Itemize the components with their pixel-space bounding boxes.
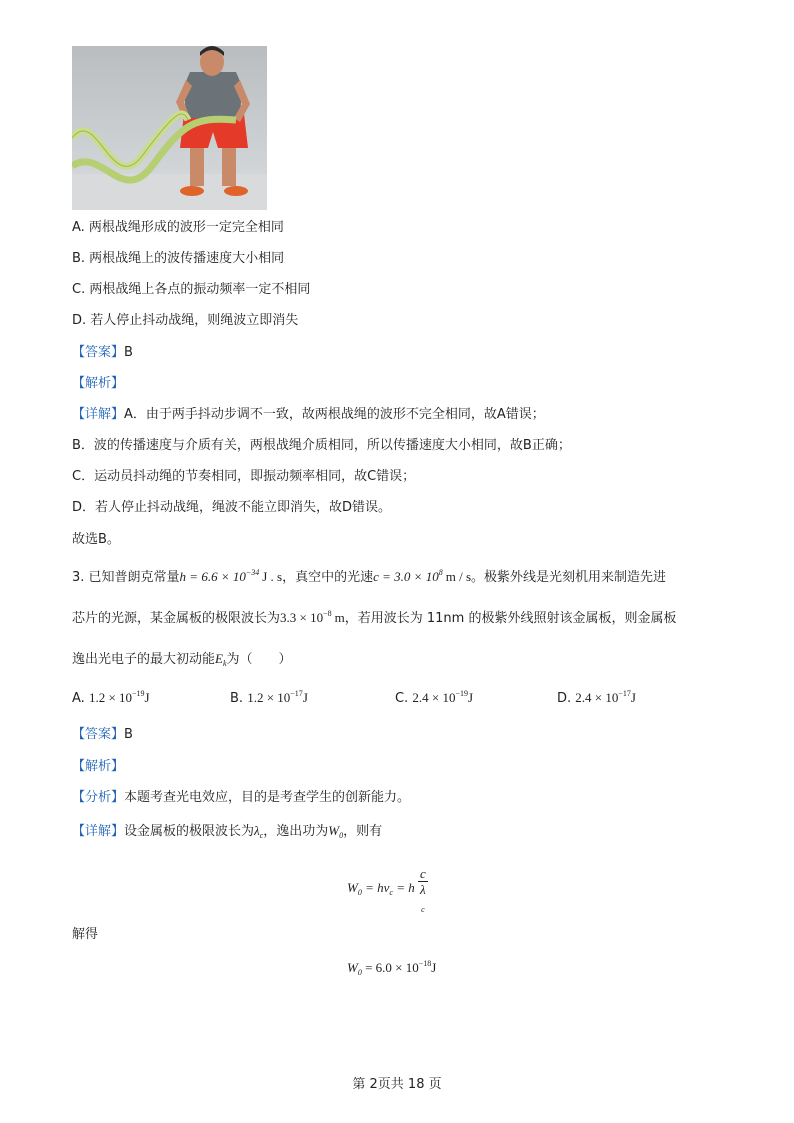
lambda-c-symbol: $\lambda_c$ [254, 823, 264, 840]
stem-text: ，若用波长为 11nm 的极紫外线照射该金属板，则金属板 [344, 611, 677, 626]
stem-text: 。极紫外线是光刻机用来制造先进 [471, 570, 667, 585]
q3-stem-line2 [72, 609, 676, 628]
analysis-tag: 【解析】 [72, 759, 125, 774]
answer-value: B [124, 727, 133, 742]
q2-detail-a [72, 406, 545, 424]
q2-analysis-heading [72, 375, 124, 393]
fenxi-text: 本题考查光电效应，目的是考查学生的创新能力。 [124, 790, 411, 805]
planck-unit: J . s [262, 569, 283, 584]
q2-conclusion: 故选B。 [72, 532, 120, 547]
planck-constant: $h = 6.6 \times 10^{-34}$ [179, 568, 260, 584]
q3-detail [72, 822, 382, 841]
analysis-tag: 【解析】 [72, 376, 125, 391]
stem-text: 为（ ） [226, 652, 292, 667]
stem-text: 3. 已知普朗克常量 [72, 570, 180, 585]
athlete-with-ropes-illustration [72, 46, 267, 210]
q3-solve-label: 解得 [72, 927, 99, 942]
q2-detail-d: D．若人停止抖动战绳，绳波不能立即消失，故D错误。 [72, 500, 392, 515]
q2-option-d: D. 若人停止抖动战绳，则绳波立即消失 [72, 313, 299, 328]
q3-option-b: B. $1.2 \times 10^{-17}J$ [230, 689, 308, 706]
limit-wavelength-unit: m [334, 610, 345, 625]
detail-text: ，逸出功为 [263, 824, 329, 839]
fenxi-tag: 【分析】 [72, 790, 125, 805]
equation-work-function: $W_0 = h\nu_c = h$ c λ $_c$ [347, 866, 426, 914]
detail-text: 设金属板的极限波长为 [124, 824, 255, 839]
q3-analysis-heading [72, 758, 124, 776]
detail-tag: 【详解】 [72, 407, 125, 422]
answer-tag: 【答案】 [72, 727, 125, 742]
q3-option-d: D. $2.4 \times 10^{-17}J$ [557, 689, 636, 706]
detail-a-text: A．由于两手抖动步调不一致，故两根战绳的波形不完全相同，故A错误； [124, 407, 545, 422]
q3-fenxi [72, 789, 410, 807]
light-speed-unit: m / s [445, 569, 472, 584]
battle-rope-photo [72, 46, 267, 210]
q2-option-c: C. 两根战绳上各点的振动频率一定不相同 [72, 282, 311, 297]
q3-option-a: A. $1.2 \times 10^{-19}J$ [72, 689, 150, 706]
stem-text: 逸出光电子的最大初动能 [72, 652, 216, 667]
answer-tag: 【答案】 [72, 345, 125, 360]
answer-value: B [124, 345, 133, 360]
detail-text: ，则有 [343, 824, 383, 839]
detail-tag: 【详解】 [72, 824, 125, 839]
q2-option-b: B. 两根战绳上的波传播速度大小相同 [72, 251, 285, 266]
equation-result: $W_0 = 6.0 \times 10^{-18}J$ [347, 959, 437, 977]
light-speed: $c = 3.0 \times 10^8$ [373, 568, 443, 584]
work-function-symbol: $W_0$ [328, 823, 344, 840]
q3-answer [72, 726, 133, 744]
limit-wavelength: $3.3 \times 10^{-8}$ [280, 609, 332, 625]
fraction: c λ $_c$ [419, 866, 426, 914]
kinetic-energy-symbol: $E_k$ [215, 651, 227, 668]
q2-answer [72, 344, 133, 362]
q3-stem-line1 [72, 568, 666, 587]
q2-option-a: A. 两根战绳形成的波形一定完全相同 [72, 220, 284, 235]
stem-text: ，真空中的光速 [282, 570, 374, 585]
q3-stem-line3 [72, 650, 292, 669]
q3-option-c: C. $2.4 \times 10^{-19}J$ [395, 689, 474, 706]
q2-detail-b: B．波的传播速度与介质有关，两根战绳介质相同，所以传播速度大小相同，故B正确； [72, 438, 571, 453]
stem-text: 芯片的光源，某金属板的极限波长为 [72, 611, 281, 626]
q2-detail-c: C．运动员抖动绳的节奏相同，即振动频率相同，故C错误； [72, 469, 416, 484]
page-footer: 第 2页共 18 页 [352, 1077, 442, 1092]
